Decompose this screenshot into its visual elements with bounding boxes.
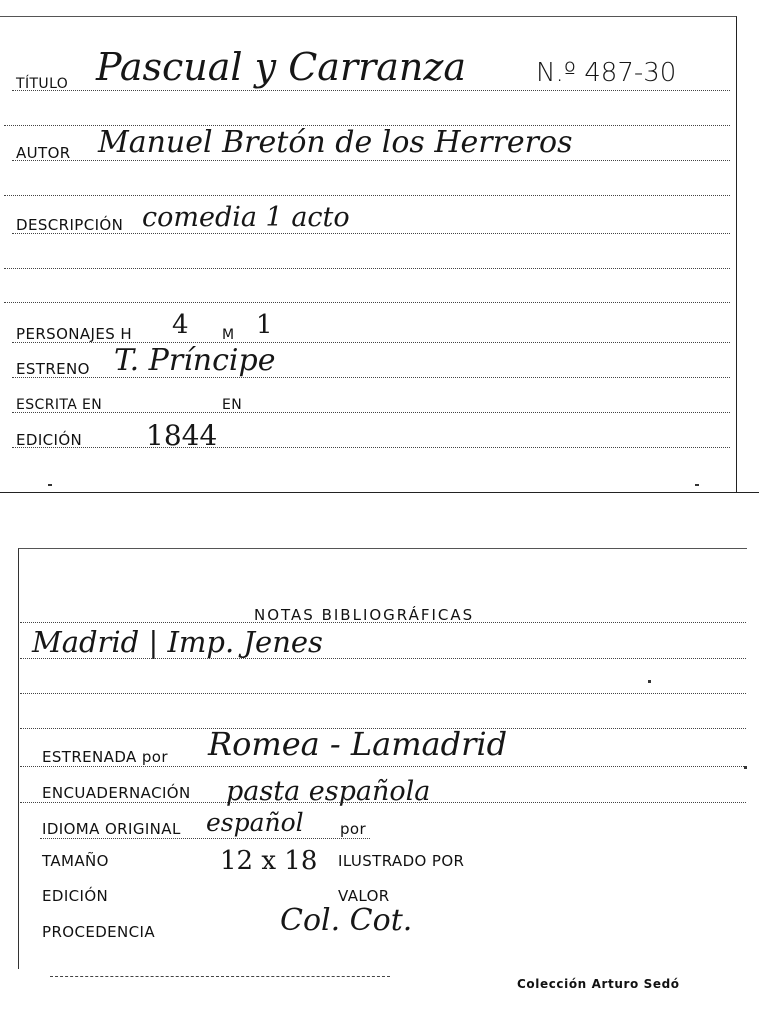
- personajes-m-value: 1: [256, 310, 273, 340]
- autor-label: AUTOR: [16, 144, 71, 162]
- dotted-line: [12, 90, 730, 91]
- descripcion-value: comedia 1 acto: [142, 202, 350, 233]
- encuadernacion-value: pasta española: [226, 776, 431, 807]
- titulo-value: Pascual y Carranza: [96, 45, 467, 89]
- personajes-label: PERSONAJES H: [16, 325, 133, 343]
- personajes-h-value: 4: [172, 310, 189, 340]
- ilustrado-label: ILUSTRADO POR: [338, 852, 465, 870]
- encuadernacion-label: ENCUADERNACIÓN: [42, 784, 191, 802]
- dotted-line: [50, 976, 390, 977]
- dotted-line: [4, 302, 730, 303]
- dotted-line: [4, 195, 730, 196]
- en-label: EN: [222, 397, 243, 413]
- tamano-label: TAMAÑO: [42, 852, 109, 870]
- dotted-line: [20, 766, 746, 767]
- titulo-label: TÍTULO: [16, 76, 69, 92]
- dotted-line: [12, 412, 730, 413]
- valor-label: VALOR: [338, 887, 390, 905]
- dotted-line: [40, 838, 370, 839]
- dotted-line: [4, 268, 730, 269]
- estrenada-value: Romea - Lamadrid: [208, 725, 508, 763]
- dotted-line: [20, 693, 746, 694]
- por-label: por: [340, 820, 367, 838]
- autor-value: Manuel Bretón de los Herreros: [98, 125, 573, 160]
- m-label: M: [222, 327, 235, 343]
- estrenada-label: ESTRENADA por: [42, 748, 168, 766]
- cut-line: [0, 492, 759, 493]
- edicion-label: EDICIÓN: [16, 431, 83, 449]
- tamano-value: 12 x 18: [220, 846, 318, 876]
- procedencia-label: PROCEDENCIA: [42, 923, 156, 941]
- speck: [48, 484, 52, 486]
- edicion2-label: EDICIÓN: [42, 887, 109, 905]
- procedencia-value: Col. Cot.: [280, 903, 413, 938]
- notas-value: Madrid | Imp. Jenes: [32, 625, 323, 659]
- speck: [648, 680, 651, 683]
- idioma-value: español: [206, 808, 304, 837]
- idioma-label: IDIOMA ORIGINAL: [42, 820, 181, 838]
- dotted-line: [12, 160, 730, 161]
- estreno-value: T. Príncipe: [114, 343, 276, 378]
- estreno-label: ESTRENO: [16, 360, 90, 378]
- edicion-value: 1844: [146, 419, 218, 452]
- speck: [695, 484, 699, 486]
- descripcion-label: DESCRIPCIÓN: [16, 216, 124, 234]
- collection-footer: Colección Arturo Sedó: [517, 977, 680, 991]
- dotted-line: [12, 447, 730, 448]
- notas-heading: NOTAS BIBLIOGRÁFICAS: [254, 606, 475, 624]
- speck: [744, 766, 747, 769]
- catalog-number: N.º 487-30: [536, 58, 677, 88]
- escrita-en-label: ESCRITA EN: [16, 397, 103, 413]
